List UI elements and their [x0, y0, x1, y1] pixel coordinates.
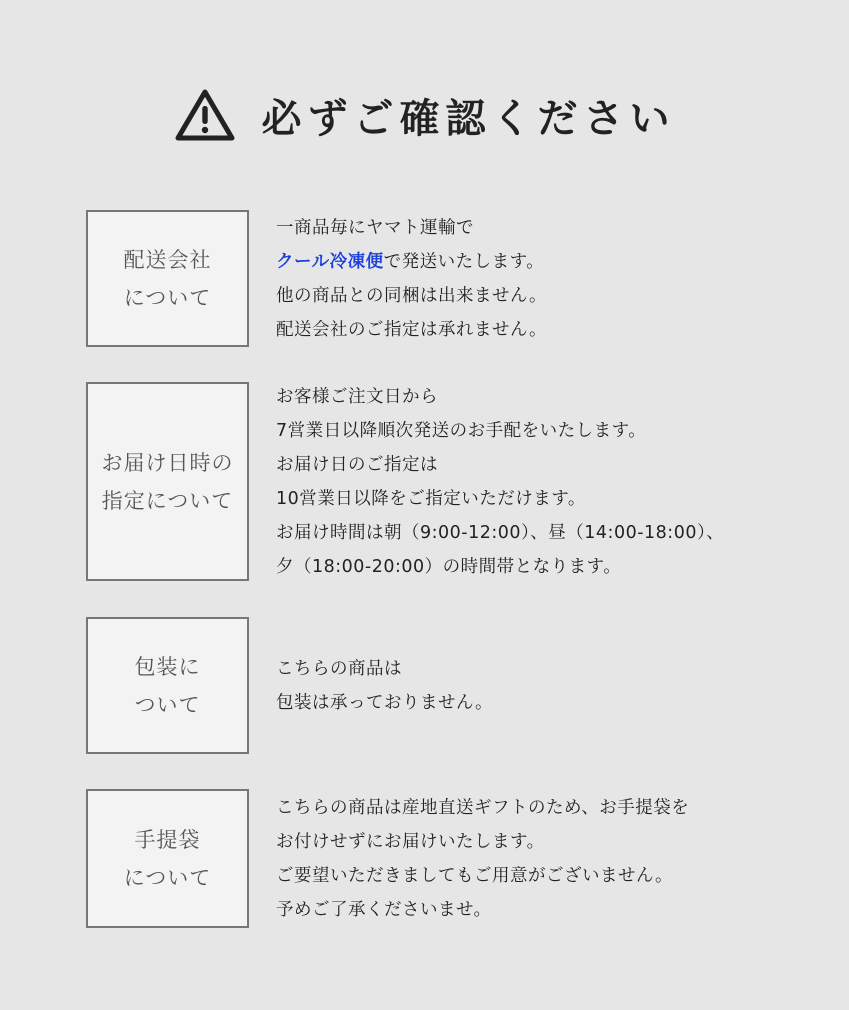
section-content — [276, 617, 796, 754]
section-wrapping — [86, 617, 786, 754]
cool-frozen-highlight: クール冷凍便 — [276, 251, 384, 272]
label-line: について — [123, 865, 212, 890]
content-line: ご要望いただきましてもご用意がございません。 — [276, 865, 674, 886]
section-label — [86, 789, 249, 928]
section-delivery-datetime — [86, 382, 786, 581]
label-line: 指定について — [101, 488, 234, 513]
page-title: 必ずご確認ください — [261, 95, 676, 142]
label-line: について — [123, 285, 212, 310]
section-shopping-bag — [86, 789, 786, 928]
content-line: 10営業日以降をご指定いただけます。 — [276, 488, 586, 509]
content-line: 予めご了承くださいませ。 — [276, 899, 492, 920]
content-line — [276, 245, 796, 279]
content-line: こちらの商品は産地直送ギフトのため、お手提袋を — [276, 797, 690, 818]
content-line: お付けせずにお届けいたします。 — [276, 831, 545, 852]
page-header — [0, 80, 849, 150]
section-content — [276, 789, 796, 928]
section-label — [86, 382, 249, 581]
section-delivery-company — [86, 210, 786, 347]
content-line: 7営業日以降順次発送のお手配をいたします。 — [276, 420, 647, 441]
content-line: 包装は承っておりません。 — [276, 692, 494, 713]
content-line: お届け時間は朝（9:00-12:00）、昼（14:00-18:00）、 — [276, 522, 725, 543]
content-line: 夕（18:00-20:00）の時間帯となります。 — [276, 556, 622, 577]
content-line: 配送会社のご指定は承れません。 — [276, 319, 548, 340]
section-content — [276, 382, 796, 581]
section-label — [86, 210, 249, 347]
label-line: ついて — [134, 692, 201, 717]
content-line: お届け日のご指定は — [276, 454, 438, 475]
label-line: お届け日時の — [101, 450, 234, 475]
section-content — [276, 210, 796, 347]
content-line: お客様ご注文日から — [276, 386, 438, 407]
section-label — [86, 617, 249, 754]
label-line: 配送会社 — [123, 247, 212, 272]
content-line-rest: で発送いたします。 — [383, 251, 545, 272]
warning-triangle-icon — [174, 87, 236, 143]
label-line: 包装に — [134, 654, 201, 679]
content-line: 一商品毎にヤマト運輸で — [276, 217, 474, 238]
content-line: こちらの商品は — [276, 658, 402, 679]
content-line: 他の商品との同梱は出来ません。 — [276, 285, 548, 306]
label-line: 手提袋 — [134, 827, 201, 852]
